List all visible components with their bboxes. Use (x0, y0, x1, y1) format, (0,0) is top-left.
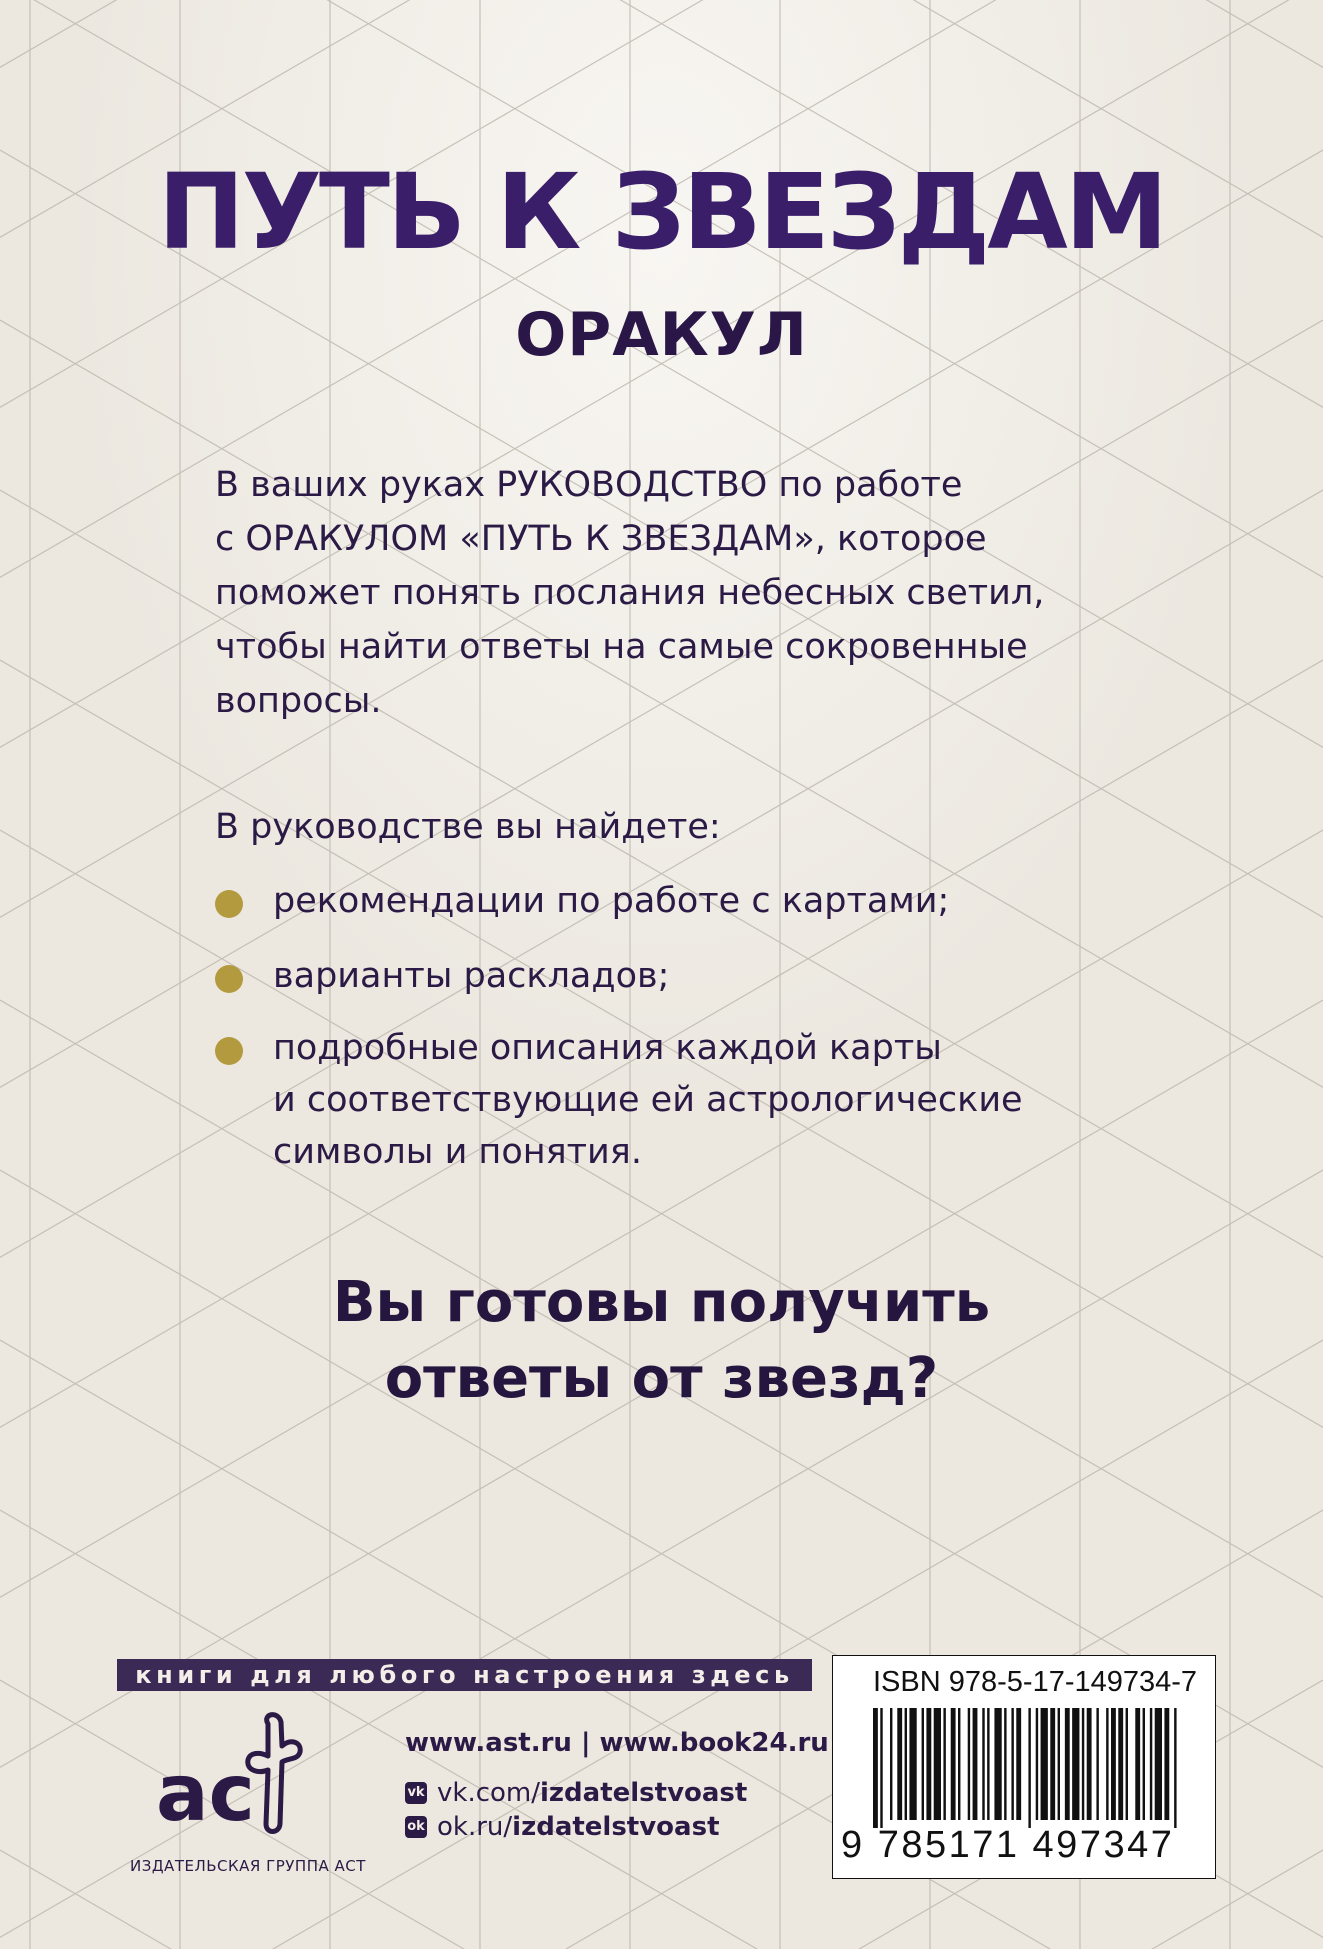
ok-link[interactable] (405, 1812, 720, 1842)
barcode-bar (905, 1708, 907, 1820)
bullet-dot-icon (215, 890, 243, 918)
bullet-dot-icon (215, 965, 243, 993)
barcode-bar (1096, 1708, 1098, 1820)
barcode-bar (994, 1708, 1001, 1820)
barcode-bar (890, 1708, 892, 1820)
barcode-bar (1011, 1708, 1013, 1820)
barcode-bar (958, 1708, 960, 1820)
barcode-bar (1072, 1708, 1079, 1820)
barcode-bar (1164, 1708, 1169, 1820)
vk-icon: vk (405, 1782, 427, 1804)
barcode-bar (1087, 1708, 1092, 1820)
ok-prefix: ok.ru/ (437, 1812, 513, 1842)
book-title: ПУТЬ К ЗВЕЗДАМ (157, 151, 1166, 273)
ok-handle: izdatelstvoast (512, 1812, 720, 1842)
list-item-line: символы и понятия. (273, 1132, 642, 1172)
barcode-bar (1111, 1708, 1116, 1820)
barcode-bar (943, 1708, 945, 1820)
barcode-bar (873, 1708, 878, 1828)
barcode-bar (1016, 1708, 1021, 1820)
barcode-bar (1036, 1708, 1038, 1820)
barcode-bar (1041, 1708, 1048, 1820)
vk-handle: izdatelstvoast (540, 1778, 748, 1808)
tagline-band: книги для любого настроения здесь (117, 1659, 812, 1691)
barcode-bar (1150, 1708, 1152, 1820)
intro-paragraph (215, 458, 1215, 728)
isbn-barcode-box (832, 1655, 1216, 1879)
barcode-bar (1050, 1708, 1055, 1820)
barcode-bar (1004, 1708, 1006, 1820)
barcode-bar (1065, 1708, 1070, 1820)
barcode-bar (951, 1708, 956, 1820)
barcode-bar (934, 1708, 941, 1820)
barcode-bar (1106, 1708, 1108, 1820)
barcode-bar (1028, 1708, 1030, 1828)
intro-line: с ОРАКУЛОМ «ПУТЬ К ЗВЕЗДАМ», которое (215, 519, 987, 559)
barcode-bar (926, 1708, 931, 1820)
question-line: Вы готовы получить (332, 1270, 991, 1335)
list-item-line: подробные описания каждой карты (273, 1028, 942, 1068)
svg-text:ac: ac (156, 1749, 255, 1839)
barcode-bar (1058, 1708, 1060, 1820)
vk-prefix: vk.com/ (437, 1778, 540, 1808)
barcode-bar (909, 1708, 916, 1820)
barcode-bar (880, 1708, 882, 1828)
list-item-line: рекомендации по работе с картами; (273, 881, 950, 921)
list-heading: В руководстве вы найдете: (215, 807, 721, 847)
bullet-dot-icon (215, 1037, 243, 1065)
barcode-bar (897, 1708, 902, 1820)
ok-icon: ok (405, 1816, 427, 1838)
list-item-line: и соответствующие ей астрологические (273, 1080, 1023, 1120)
barcode-bar (1155, 1708, 1162, 1820)
barcode-bar (1174, 1708, 1176, 1828)
barcode-bar (922, 1708, 924, 1820)
isbn-label: ISBN 978-5-17-149734-7 (873, 1666, 1198, 1698)
barcode-bar (1118, 1708, 1123, 1820)
barcode-bar (982, 1708, 984, 1820)
barcode-bar (1082, 1708, 1084, 1820)
barcode-bar (968, 1708, 970, 1820)
list-item-line: варианты раскладов; (273, 956, 670, 996)
barcode-bar (973, 1708, 978, 1820)
book-subtitle: ОРАКУЛ (515, 300, 808, 370)
intro-line: вопросы. (215, 681, 382, 721)
vk-link[interactable] (405, 1778, 747, 1808)
barcode-bar (987, 1708, 989, 1820)
question-line: ответы от звезд? (384, 1346, 939, 1411)
ast-logo-icon (150, 1712, 340, 1842)
website-links[interactable]: www.ast.ru | www.book24.ru (405, 1728, 829, 1758)
publisher-caption: ИЗДАТЕЛЬСКАЯ ГРУППА АСТ (130, 1857, 366, 1875)
barcode-bar (1126, 1708, 1128, 1820)
barcode-bar (1143, 1708, 1145, 1820)
intro-line: поможет понять послания небесных светил, (215, 573, 1045, 613)
barcode-bar (1135, 1708, 1140, 1820)
barcode-icon (873, 1708, 1179, 1828)
closing-question (0, 1265, 1323, 1417)
intro-line: В ваших руках РУКОВОДСТВО по работе (215, 465, 963, 505)
intro-line: чтобы найти ответы на самые сокровенные (215, 627, 1028, 667)
isbn-digits: 9 785171 497347 (841, 1824, 1175, 1866)
